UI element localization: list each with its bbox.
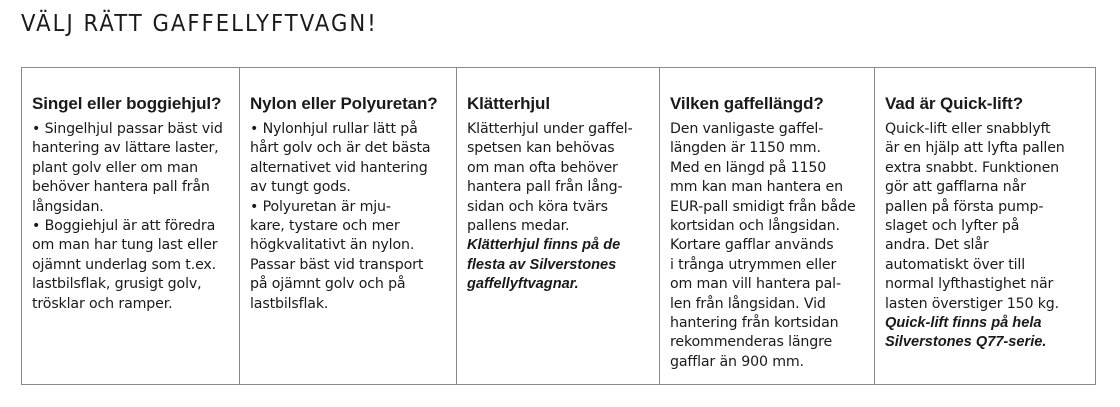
column-fork-length xyxy=(660,68,875,384)
body-line: alternativet vid hantering xyxy=(250,159,428,176)
column-heading: Vilken gaffellängd? xyxy=(670,94,824,113)
body-line: kortsidan och långsidan. xyxy=(670,218,840,235)
body-line: om man vill hantera pal- xyxy=(670,276,841,293)
body-line: kare, tystare och mer xyxy=(250,218,400,235)
body-line: behöver hantera pall från xyxy=(32,179,210,196)
column-quick-lift xyxy=(875,68,1095,384)
body-line: hårt golv och är det bästa xyxy=(250,140,431,157)
body-line: extra snabbt. Funktionen xyxy=(885,159,1060,176)
body-line: om man ofta behöver xyxy=(467,159,618,176)
column-climbing-wheels xyxy=(457,68,660,384)
body-line: högkvalitativt än nylon. xyxy=(250,237,415,254)
body-line: • Singelhjul passar bäst vid xyxy=(32,121,223,137)
body-line: rekommenderas längre xyxy=(670,334,833,351)
body-line: på ojämnt golv och på xyxy=(250,276,406,293)
body-line: EUR-pall smidigt från både xyxy=(670,198,856,215)
emphasis-line: Quick-lift finns på hela xyxy=(885,315,1042,332)
column-wheel-material xyxy=(240,68,457,384)
body-line: Den vanligaste gaffel- xyxy=(670,121,824,137)
body-line: lasten överstiger 150 kg. xyxy=(885,295,1060,312)
body-line: pallens medar. xyxy=(467,218,570,235)
body-line: Med en längd på 1150 xyxy=(670,159,827,176)
column-body xyxy=(670,120,874,372)
body-line: hantering av lättare laster, xyxy=(32,140,219,157)
body-line: Kortare gafflar används xyxy=(670,237,834,254)
body-line: längden är 1150 mm. xyxy=(670,140,821,157)
body-line: Klätterhjul under gaffel- xyxy=(467,121,633,137)
column-body xyxy=(250,120,456,314)
body-line: i trånga utrymmen eller xyxy=(670,256,837,273)
comparison-table xyxy=(21,67,1096,385)
body-line: spetsen kan behövas xyxy=(467,140,615,157)
emphasis-line: Klätterhjul finns på de xyxy=(467,237,621,254)
body-line: pallen på första pump- xyxy=(885,198,1044,215)
body-line: slaget och lyfter på xyxy=(885,218,1020,235)
body-line: sidan och köra tvärs xyxy=(467,198,608,215)
emphasis-line: flesta av Silverstones xyxy=(467,256,617,273)
column-heading: Singel eller boggiehjul? xyxy=(32,94,222,113)
body-line: • Polyuretan är mju- xyxy=(250,198,391,215)
body-line: av tungt gods. xyxy=(250,179,351,196)
body-line: len från långsidan. Vid xyxy=(670,295,826,312)
body-line: normal lyfthastighet när xyxy=(885,276,1054,293)
column-heading: Vad är Quick-lift? xyxy=(885,94,1024,113)
body-line: trösklar och ramper. xyxy=(32,295,173,312)
column-body xyxy=(885,120,1095,353)
body-line: gör att gafflarna når xyxy=(885,179,1026,196)
column-body xyxy=(467,120,659,295)
column-wheel-type xyxy=(22,68,240,384)
emphasis-line: gaffellyftvagnar. xyxy=(467,276,579,293)
body-line: plant golv eller om man xyxy=(32,159,198,176)
column-heading: Klätterhjul xyxy=(467,94,550,113)
body-line: är en hjälp att lyfta pallen xyxy=(885,140,1065,157)
body-line: gafflar än 900 mm. xyxy=(670,353,804,370)
body-line: om man har tung last eller xyxy=(32,237,218,254)
body-line: • Nylonhjul rullar lätt på xyxy=(250,121,418,137)
body-line: • Boggiehjul är att föredra xyxy=(32,218,216,235)
body-line: automatiskt över till xyxy=(885,256,1026,273)
body-line: andra. Det slår xyxy=(885,237,989,254)
body-line: lastbilsflak, grusigt golv, xyxy=(32,276,202,293)
body-line: Quick-lift eller snabblyft xyxy=(885,121,1051,137)
body-line: lastbilsflak. xyxy=(250,295,329,312)
body-line: mm kan man hantera en xyxy=(670,179,843,196)
page-title: VÄLJ RÄTT GAFFELLYFTVAGN! xyxy=(21,11,378,37)
body-line: långsidan. xyxy=(32,198,104,215)
body-line: Passar bäst vid transport xyxy=(250,256,424,273)
body-line: hantering från kortsidan xyxy=(670,315,839,332)
column-body xyxy=(32,120,239,314)
emphasis-line: Silverstones Q77-serie. xyxy=(885,334,1047,351)
column-heading: Nylon eller Polyuretan? xyxy=(250,94,438,113)
body-line: ojämnt underlag som t.ex. xyxy=(32,256,217,273)
body-line: hantera pall från lång- xyxy=(467,179,623,196)
